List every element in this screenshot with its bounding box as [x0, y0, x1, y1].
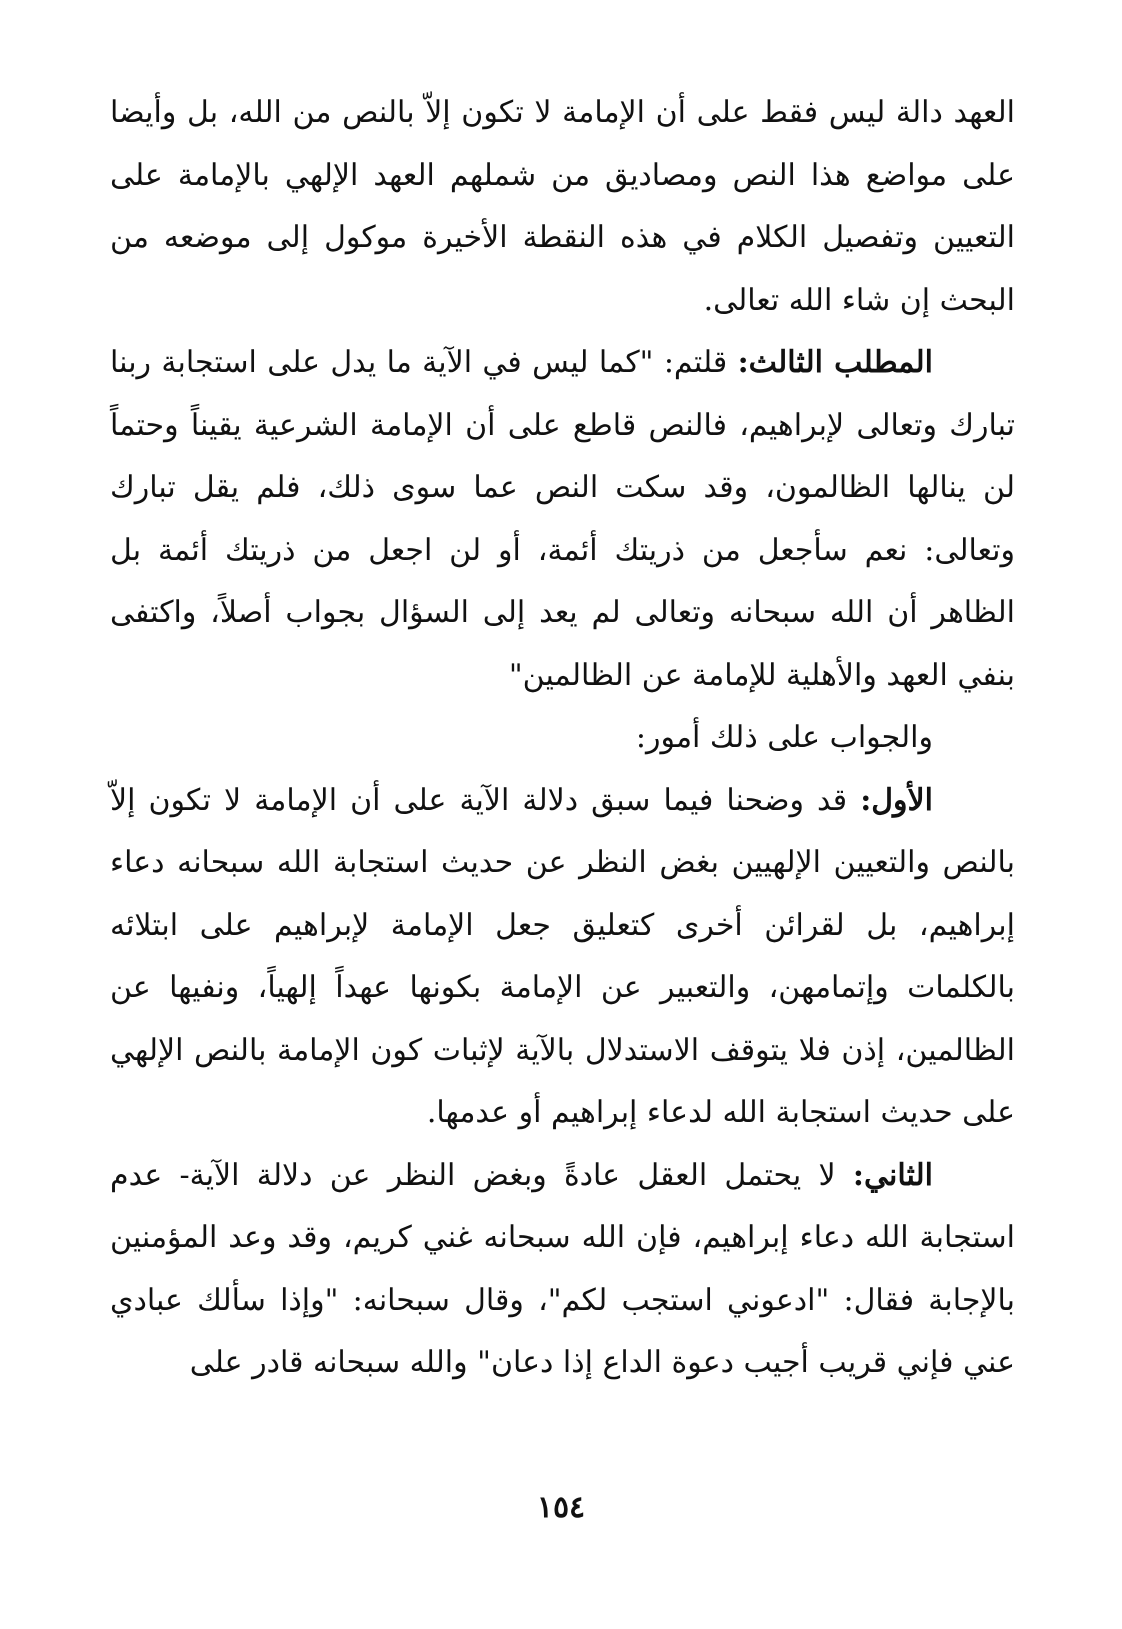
document-body: [110, 82, 1015, 1395]
paragraph-continuation: [110, 82, 1015, 332]
paragraph-heading: الثاني:: [852, 1157, 933, 1193]
paragraph-answer-intro: [110, 707, 1015, 770]
page-number: ١٥٤: [536, 1490, 586, 1525]
paragraph-text: قلتم: "كما ليس في الآية ما يدل على استجابة ربنا تبارك وتعالى لإبراهيم، فالنص قاطع على أن الإمامة الشرعية يقيناً وحتماً لن ينالها الظالمون، وقد سكت النص عما سوى ذلك، فلم يقل تبارك وتعالى: نعم سأجعل من ذريتك أئمة، أو لن اجعل من ذريتك أئمة بل الظاهر أن الله سبحانه وتعالى لم يعد إلى السؤال بجواب أصلاً، واكتفى بنفي العهد والأهلية للإمامة عن الظالمين": [110, 345, 1015, 693]
paragraph-text: قد وضحنا فيما سبق دلالة الآية على أن الإمامة لا تكون إلاّ بالنص والتعيين الإلهيين بغض النظر عن حديث استجابة الله سبحانه دعاء إبراهيم، بل لقرائن أخرى كتعليق جعل الإمامة لإبراهيم على ابتلائه بالكلمات وإتمامهن، والتعبير عن الإمامة بكونها عهداً إلهياً، ونفيها عن الظالمين، إذن فلا يتوقف الاستدلال بالآية لإثبات كون الإمامة بالنص الإلهي على حديث استجابة الله لدعاء إبراهيم أو عدمها.: [110, 782, 1015, 1130]
paragraph-text: لا يحتمل العقل عادةً وبغض النظر عن دلالة الآية- عدم استجابة الله دعاء إبراهيم، فإن الله سبحانه غني كريم، وقد وعد المؤمنين بالإجابة فقال: "ادعوني استجب لكم"، وقال سبحانه: "وإذا سألك عبادي عني فإني قريب أجيب دعوة الداع إذا دعان" والله سبحانه قادر على: [110, 1157, 1015, 1380]
paragraph-first-point: [110, 770, 1015, 1145]
paragraph-heading: الأول:: [860, 782, 933, 818]
paragraph-text: والجواب على ذلك أمور:: [635, 720, 933, 755]
paragraph-heading: المطلب الثالث:: [737, 345, 933, 380]
paragraph-third-section: [110, 332, 1015, 707]
paragraph-text: العهد دالة ليس فقط على أن الإمامة لا تكون إلاّ بالنص من الله، بل وأيضا على مواضع هذا النص ومصاديق من شملهم العهد الإلهي بالإمامة على التعيين وتفصيل الكلام في هذه النقطة الأخيرة موكول إلى موضعه من البحث إن شاء الله تعالى.: [110, 95, 1015, 318]
paragraph-second-point: [110, 1145, 1015, 1395]
